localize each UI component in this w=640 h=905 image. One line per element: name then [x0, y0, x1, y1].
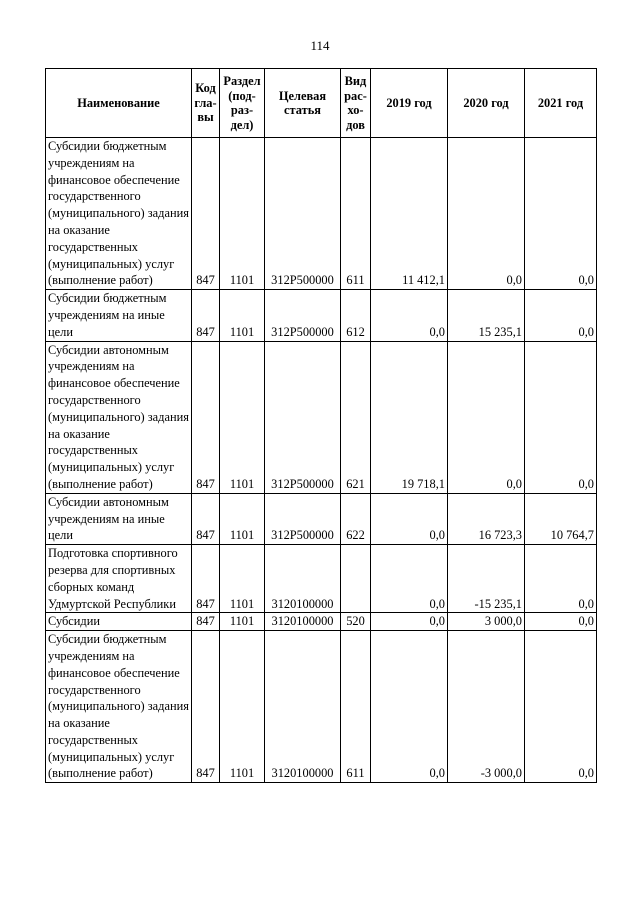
cell-expense: [341, 545, 371, 613]
table-header: [46, 69, 597, 138]
cell-2019: 19 718,1: [371, 341, 448, 493]
cell-name: Субсидии бюджетным учреждениям на иные цели: [46, 290, 192, 341]
table-row: [46, 341, 597, 493]
cell-expense: 612: [341, 290, 371, 341]
cell-2019: 0,0: [371, 631, 448, 783]
cell-2020: 15 235,1: [448, 290, 525, 341]
cell-section: 1101: [220, 290, 265, 341]
cell-2019: 0,0: [371, 493, 448, 544]
header-2020: 2020 год: [448, 69, 525, 138]
budget-table: [45, 68, 597, 783]
table-row: [46, 290, 597, 341]
table-row: [46, 493, 597, 544]
cell-target: 312P500000: [265, 138, 341, 290]
cell-expense: 622: [341, 493, 371, 544]
header-2019: 2019 год: [371, 69, 448, 138]
table-row: [46, 138, 597, 290]
cell-expense: 621: [341, 341, 371, 493]
table-row: [46, 613, 597, 631]
table-row: [46, 545, 597, 613]
cell-2021: 0,0: [525, 290, 597, 341]
cell-2020: 0,0: [448, 138, 525, 290]
header-name: Наименование: [46, 69, 192, 138]
cell-2020: 16 723,3: [448, 493, 525, 544]
cell-section: 1101: [220, 138, 265, 290]
cell-2021: 0,0: [525, 613, 597, 631]
header-section: Раздел (под- раз- дел): [220, 69, 265, 138]
cell-2019: 0,0: [371, 545, 448, 613]
cell-expense: 611: [341, 138, 371, 290]
cell-2021: 0,0: [525, 545, 597, 613]
cell-2019: 0,0: [371, 613, 448, 631]
cell-2020: -3 000,0: [448, 631, 525, 783]
cell-name: Субсидии бюджетным учреждениям на финансовое обеспечение государственного (муниципального) задания на оказание государственных (муниципальных) услуг (выполнение работ): [46, 631, 192, 783]
cell-ministry: 847: [192, 545, 220, 613]
cell-ministry: 847: [192, 613, 220, 631]
header-expense-type: Вид рас- хо- дов: [341, 69, 371, 138]
cell-2021: 0,0: [525, 341, 597, 493]
header-2021: 2021 год: [525, 69, 597, 138]
cell-name: Субсидии бюджетным учреждениям на финансовое обеспечение государственного (муниципального) задания на оказание государственных (муниципальных) услуг (выполнение работ): [46, 138, 192, 290]
cell-target: 312P500000: [265, 493, 341, 544]
cell-expense: 520: [341, 613, 371, 631]
cell-2020: -15 235,1: [448, 545, 525, 613]
cell-target: 3120100000: [265, 631, 341, 783]
cell-2019: 11 412,1: [371, 138, 448, 290]
cell-name: Субсидии автономным учреждениям на иные цели: [46, 493, 192, 544]
cell-name: Субсидии: [46, 613, 192, 631]
cell-target: 3120100000: [265, 545, 341, 613]
cell-expense: 611: [341, 631, 371, 783]
cell-2020: 3 000,0: [448, 613, 525, 631]
cell-2021: 0,0: [525, 631, 597, 783]
header-row: [46, 69, 597, 138]
cell-section: 1101: [220, 631, 265, 783]
cell-target: 312P500000: [265, 341, 341, 493]
header-target-article: Целевая статья: [265, 69, 341, 138]
cell-target: 3120100000: [265, 613, 341, 631]
cell-section: 1101: [220, 493, 265, 544]
cell-2020: 0,0: [448, 341, 525, 493]
cell-ministry: 847: [192, 493, 220, 544]
cell-section: 1101: [220, 545, 265, 613]
cell-ministry: 847: [192, 341, 220, 493]
cell-name: Субсидии автономным учреждениям на финансовое обеспечение государственного (муниципального) задания на оказание государственных (муниципальных) услуг (выполнение работ): [46, 341, 192, 493]
cell-name: Подготовка спортивного резерва для спортивных сборных команд Удмуртской Республики: [46, 545, 192, 613]
cell-2021: 10 764,7: [525, 493, 597, 544]
table-body: [46, 138, 597, 783]
table-row: [46, 631, 597, 783]
cell-ministry: 847: [192, 631, 220, 783]
header-ministry-code: Код гла- вы: [192, 69, 220, 138]
cell-section: 1101: [220, 613, 265, 631]
page-number: 114: [310, 38, 330, 53]
cell-ministry: 847: [192, 138, 220, 290]
cell-section: 1101: [220, 341, 265, 493]
cell-target: 312P500000: [265, 290, 341, 341]
cell-ministry: 847: [192, 290, 220, 341]
cell-2021: 0,0: [525, 138, 597, 290]
cell-2019: 0,0: [371, 290, 448, 341]
